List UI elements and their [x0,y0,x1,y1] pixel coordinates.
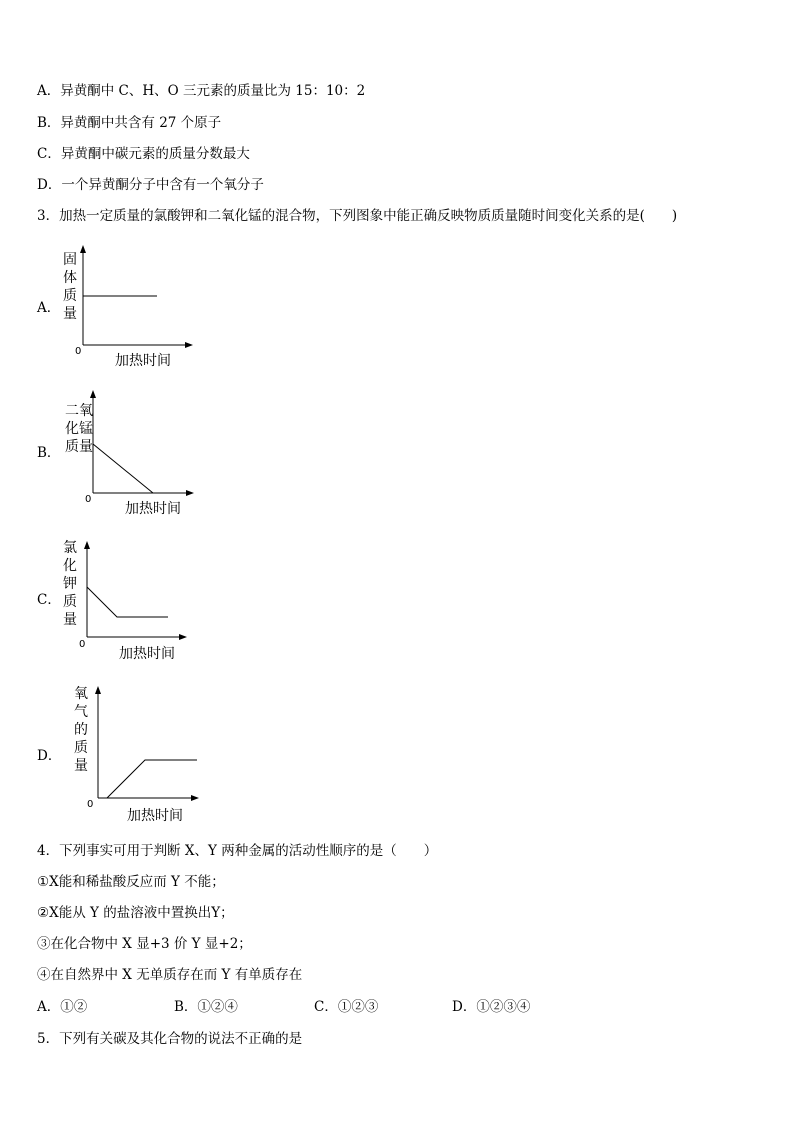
q5-stem: 5．下列有关碳及其化合物的说法不正确的是 [37,1031,303,1047]
graph-a-y-label: 固 体 质 量 [63,252,77,322]
graph-c-x-label: 加热时间 [119,646,175,662]
graph-d-option-label: D． [37,748,62,764]
graph-c-curve [87,587,168,617]
q2-option-c: C．异黄酮中碳元素的质量分数最大 [37,146,250,162]
graph-d-y-arrow [95,686,101,694]
q4-stem: 4．下列事实可用于判断 X、Y 两种金属的活动性顺序的是（ ） [37,843,438,859]
graph-b-plot [37,388,207,518]
graph-a-y-arrow [80,245,86,253]
graph-b-y-arrow [90,390,96,398]
graph-a-origin: 0 [75,346,82,357]
graph-c-x-arrow [179,634,187,640]
q3-graph-a [37,245,197,370]
q3-graph-d [37,680,217,825]
graph-b-x-arrow [186,490,194,496]
graph-d-y-label: 氧 气 的 质 量 [74,686,88,774]
q4-fact-3: ③在化合物中 X 显+3 价 Y 显+2； [37,936,252,952]
q4-fact-2: ②X能从 Y 的盐溶液中置换出Y； [37,905,234,921]
graph-d-curve [107,760,197,798]
q4-option-c: C．①②③ [314,999,379,1015]
q3-graph-c [37,535,207,665]
graph-b-y-label: 二氧 化锰 质量 [65,403,93,455]
q4-fact-1: ①X能和稀盐酸反应而 Y 不能； [37,874,225,890]
graph-c-y-arrow [84,541,90,549]
q4-option-a: A．①② [37,999,88,1015]
graph-a-x-label: 加热时间 [115,353,171,369]
graph-c-option-label: C． [37,592,61,608]
q3-stem: 3．加热一定质量的氯酸钾和二氧化锰的混合物，下列图象中能正确反映物质质量随时间变化关系的是( ) [37,208,678,224]
graph-b-curve [93,444,153,493]
graph-a-option-label: A． [37,300,61,316]
q2-option-d: D．一个异黄酮分子中含有一个氧分子 [37,177,264,193]
q2-option-b: B．异黄酮中共含有 27 个原子 [37,115,222,131]
graph-d-origin: 0 [87,799,94,810]
q2-option-a: A．异黄酮中 C、H、O 三元素的质量比为 15：10：2 [37,83,366,99]
graph-b-x-label: 加热时间 [125,501,181,517]
q4-option-b: B．①②④ [174,999,238,1015]
graph-c-y-label: 氯 化 钾 质 量 [63,540,77,628]
graph-a-x-arrow [185,342,193,348]
graph-c-origin: 0 [79,639,86,650]
graph-b-origin: 0 [85,494,92,505]
graph-d-x-arrow [191,795,199,801]
graph-d-plot [37,680,217,825]
q3-graph-b [37,388,207,518]
q4-option-d: D．①②③④ [452,999,531,1015]
q4-fact-4: ④在自然界中 X 无单质存在而 Y 有单质存在 [37,967,303,983]
graph-d-x-label: 加热时间 [127,808,183,824]
graph-b-option-label: B． [37,445,61,461]
